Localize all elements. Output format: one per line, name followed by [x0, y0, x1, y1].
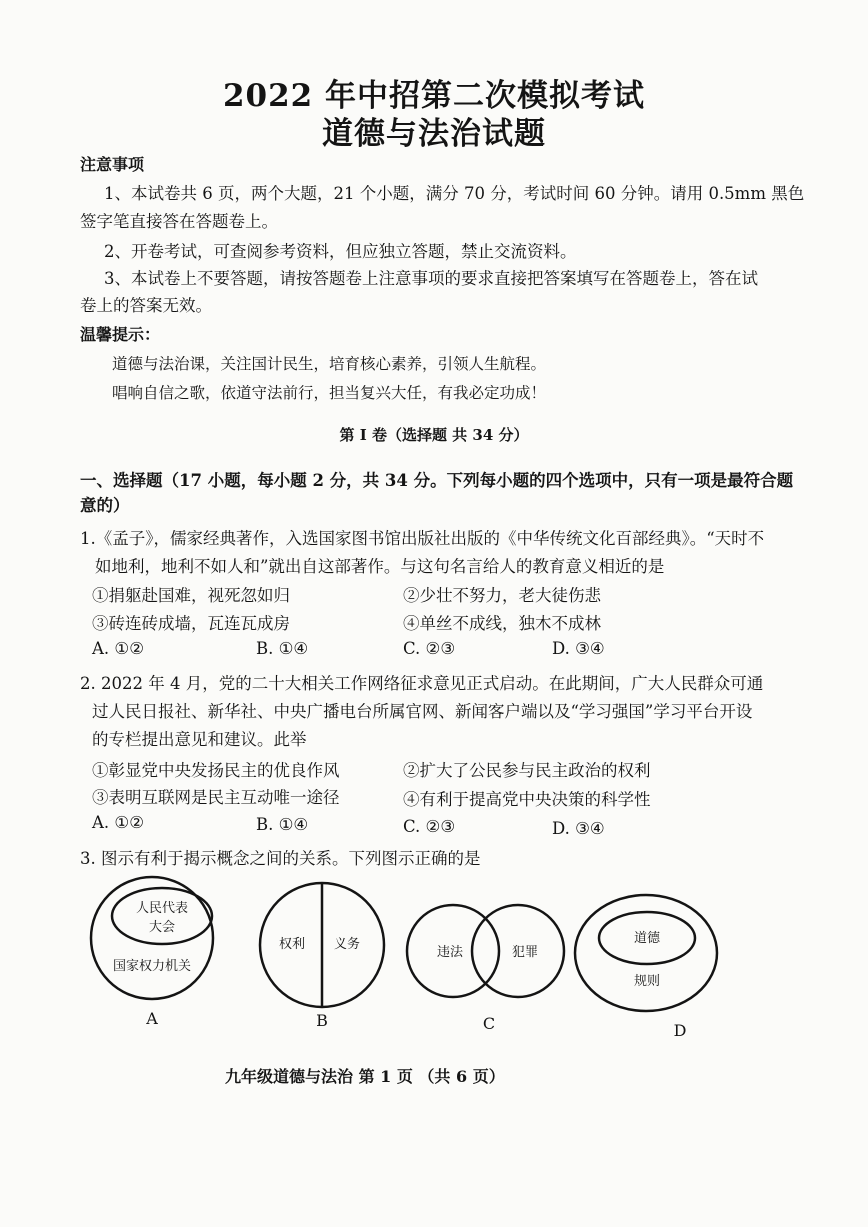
question-1-statement-4: ④单丝不成线，独木不成林 — [403, 614, 601, 633]
notice-item-1-line-2: 签字笔直接答在答题卷上。 — [80, 212, 278, 231]
question-2-choice-b: B. ①④ — [256, 815, 309, 834]
question-2-statement-2: ②扩大了公民参与民主政治的权利 — [403, 761, 651, 780]
diagram-c-left-label: 违法 — [436, 945, 464, 960]
diagram-b-right-label: 义务 — [333, 937, 361, 952]
question-2-line-3: 的专栏提出意见和建议。此举 — [92, 730, 307, 749]
diagram-d-letter: D — [673, 1021, 687, 1040]
notice-item-2: 2、开卷考试，可查阅参考资料，但应独立答题，禁止交流资料。 — [104, 242, 577, 261]
question-1-line-1: 1.《孟子》，儒家经典著作，入选国家图书馆出版社出版的《中华传统文化百部经典》。“天时不 — [80, 529, 765, 548]
question-1-choice-c: C. ②③ — [403, 639, 456, 658]
question-2-statement-4: ④有利于提高党中央决策的科学性 — [403, 790, 651, 809]
diagram-a-letter: A — [146, 1009, 158, 1028]
diagram-c-letter: C — [482, 1014, 496, 1033]
diagram-d — [575, 895, 717, 1011]
question-2-choice-d: D. ③④ — [552, 819, 605, 838]
question-1-choice-b: B. ①④ — [256, 639, 309, 658]
question-1-statement-3: ③砖连砖成墙，瓦连瓦成房 — [92, 614, 290, 633]
diagram-a — [91, 877, 213, 999]
section-1-instruction-line-1: 一、选择题（17 小题，每小题 2 分，共 34 分。下列每小题的四个选项中，只有一项是最符合题 — [80, 471, 794, 490]
question-2-line-2: 过人民日报社、新华社、中央广播电台所属官网、新闻客户端以及“学习强国”学习平台开设 — [92, 702, 753, 721]
section-1-instruction-line-2: 意的） — [80, 496, 130, 515]
notice-item-1-line-1: 1、本试卷共 6 页，两个大题，21 个小题，满分 70 分，考试时间 60 分钟。请用 0.5mm 黑色 — [104, 184, 805, 203]
question-1-choice-a: A. ①② — [92, 639, 144, 658]
diagram-c-right-label: 犯罪 — [511, 945, 539, 960]
diagram-c — [407, 905, 564, 997]
diagram-b-left-label: 权利 — [278, 937, 306, 952]
notice-item-3-line-1: 3、本试卷上不要答题，请按答题卷上注意事项的要求直接把答案填写在答题卷上，答在试 — [104, 269, 758, 288]
question-3-line-1: 3. 图示有利于揭示概念之间的关系。下列图示正确的是 — [80, 849, 481, 868]
section-1-title: 第 I 卷（选择题 共 34 分） — [339, 426, 529, 444]
diagram-d-outer-label: 规则 — [633, 974, 661, 989]
tips-line-2: 唱响自信之歌，依道守法前行，担当复兴大任，有我必定功成！ — [112, 384, 547, 402]
diagram-a-inner-label-1: 人民代表 — [135, 901, 189, 916]
diagram-d-inner-label: 道德 — [633, 931, 661, 946]
question-2-statement-3: ③表明互联网是民主互动唯一途径 — [92, 788, 340, 807]
question-2-line-1: 2. 2022 年 4 月，党的二十大相关工作网络征求意见正式启动。在此期间，广大人民群众可通 — [80, 674, 764, 693]
diagram-a-inner-ellipse — [112, 888, 212, 944]
exam-title: 2022 年中招第二次模拟考试 — [222, 78, 646, 114]
question-1-line-2: 如地利，地利不如人和”就出自这部著作。与这句名言给人的教育意义相近的是 — [95, 557, 665, 576]
question-2-statement-1: ①彰显党中央发扬民主的优良作风 — [92, 761, 340, 780]
tips-line-1: 道德与法治课，关注国计民生，培育核心素养，引领人生航程。 — [112, 355, 547, 373]
page-footer: 九年级道德与法治 第 1 页 （共 6 页） — [225, 1067, 505, 1086]
diagram-a-outer-label: 国家权力机关 — [112, 959, 192, 974]
question-2-choice-a: A. ①② — [92, 813, 144, 832]
notice-item-3-line-2: 卷上的答案无效。 — [80, 296, 212, 315]
diagram-b-letter: B — [316, 1011, 328, 1030]
question-1-statement-2: ②少壮不努力，老大徒伤悲 — [403, 586, 601, 605]
tips-heading: 温馨提示： — [80, 325, 161, 344]
diagram-a-inner-label-2: 大会 — [148, 920, 176, 935]
question-2-choice-c: C. ②③ — [403, 817, 456, 836]
question-1-choice-d: D. ③④ — [552, 639, 605, 658]
notice-heading: 注意事项 — [80, 155, 145, 174]
question-1-statement-1: ①捐躯赴国难，视死忽如归 — [92, 586, 290, 605]
exam-subtitle: 道德与法治试题 — [322, 116, 546, 152]
